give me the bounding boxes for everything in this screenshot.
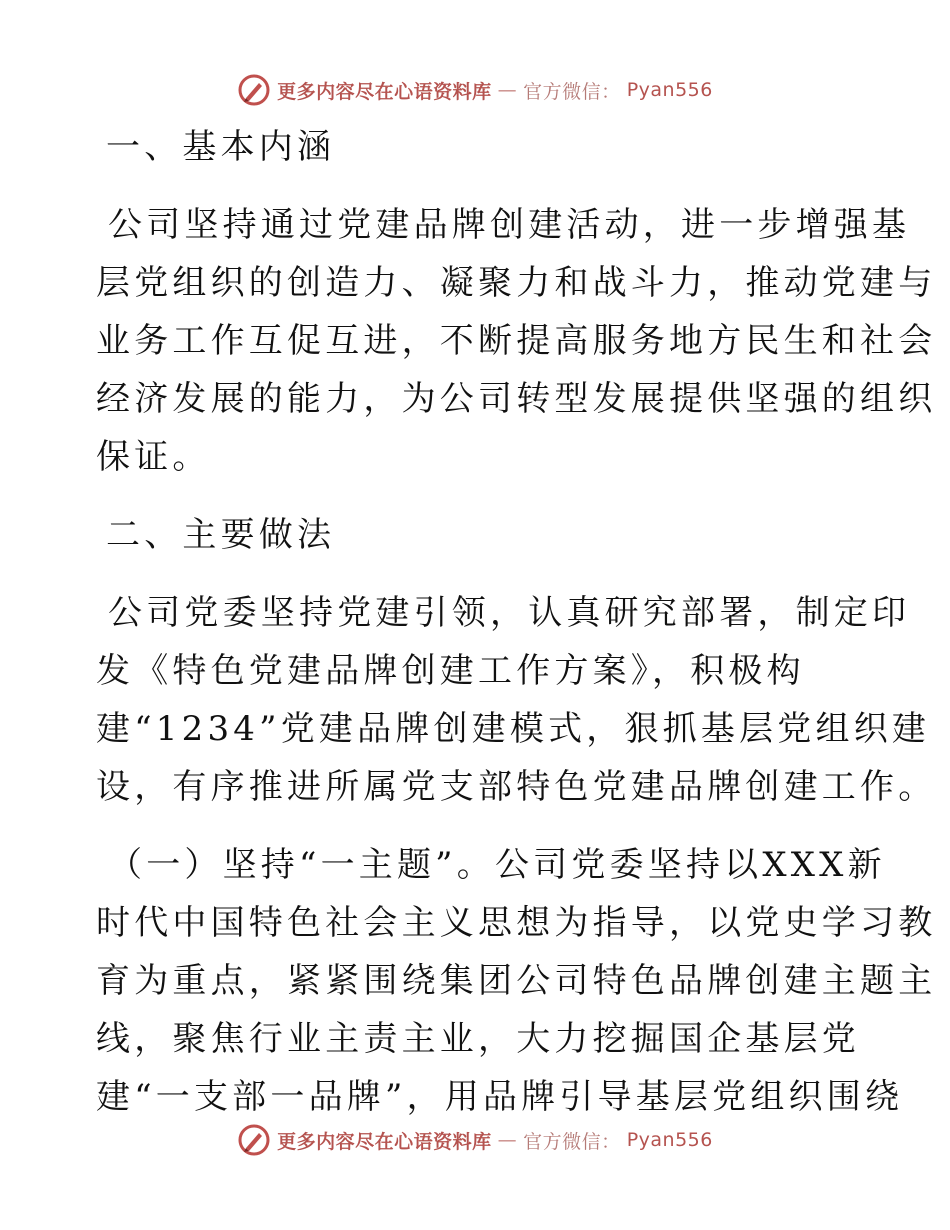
paragraph-line: 公司坚持通过党建品牌创建活动，进一步增强基 [108, 205, 911, 245]
paragraph-basic-connotation [96, 196, 937, 486]
watermark-wechat-id: Pyan556 [626, 79, 713, 101]
watermark-footer [0, 1120, 950, 1160]
watermark-header [0, 70, 950, 110]
section-heading-2: 二、主要做法 [106, 515, 336, 555]
paragraph-line: （一）坚持“一主题”。公司党委坚持以XXX新 [108, 845, 886, 885]
paragraph-line: 公司党委坚持党建引领，认真研究部署，制定印 [108, 593, 911, 633]
watermark-main-text: 更多内容尽在心语资料库 [277, 1130, 492, 1153]
paragraph-main-practices [96, 584, 937, 816]
watermark-dash: — [497, 79, 518, 101]
watermark-wechat-id: Pyan556 [626, 1129, 713, 1151]
paragraph-line: 保证。 [96, 437, 211, 477]
pen-logo-icon [237, 73, 271, 107]
watermark-wechat-label: 官方微信： [523, 80, 621, 103]
paragraph-line: 建“一支部一品牌”，用品牌引导基层党组织围绕 [96, 1077, 904, 1117]
paragraph-line: 发《特色党建品牌创建工作方案》，积极构 [96, 651, 805, 691]
paragraph-line: 层党组织的创造力、凝聚力和战斗力，推动党建与 [96, 263, 937, 303]
pen-logo-icon [237, 1123, 271, 1157]
paragraph-line: 时代中国特色社会主义思想为指导，以党史学习教 [96, 903, 937, 943]
watermark-dash: — [497, 1129, 518, 1151]
section-heading-1: 一、基本内涵 [106, 127, 336, 167]
paragraph-line: 设，有序推进所属党支部特色党建品牌创建工作。 [96, 767, 937, 807]
watermark-wechat-label: 官方微信： [523, 1130, 621, 1153]
watermark-main-text: 更多内容尽在心语资料库 [277, 80, 492, 103]
paragraph-line: 建“1234”党建品牌创建模式，狠抓基层党组织建 [96, 709, 931, 749]
document-body [96, 118, 937, 1126]
paragraph-line: 业务工作互促互进，不断提高服务地方民生和社会 [96, 321, 937, 361]
paragraph-line: 线，聚焦行业主责主业，大力挖掘国企基层党 [96, 1019, 860, 1059]
paragraph-one-theme [96, 836, 937, 1126]
paragraph-line: 经济发展的能力，为公司转型发展提供坚强的组织 [96, 379, 937, 419]
paragraph-line: 育为重点，紧紧围绕集团公司特色品牌创建主题主 [96, 961, 937, 1001]
